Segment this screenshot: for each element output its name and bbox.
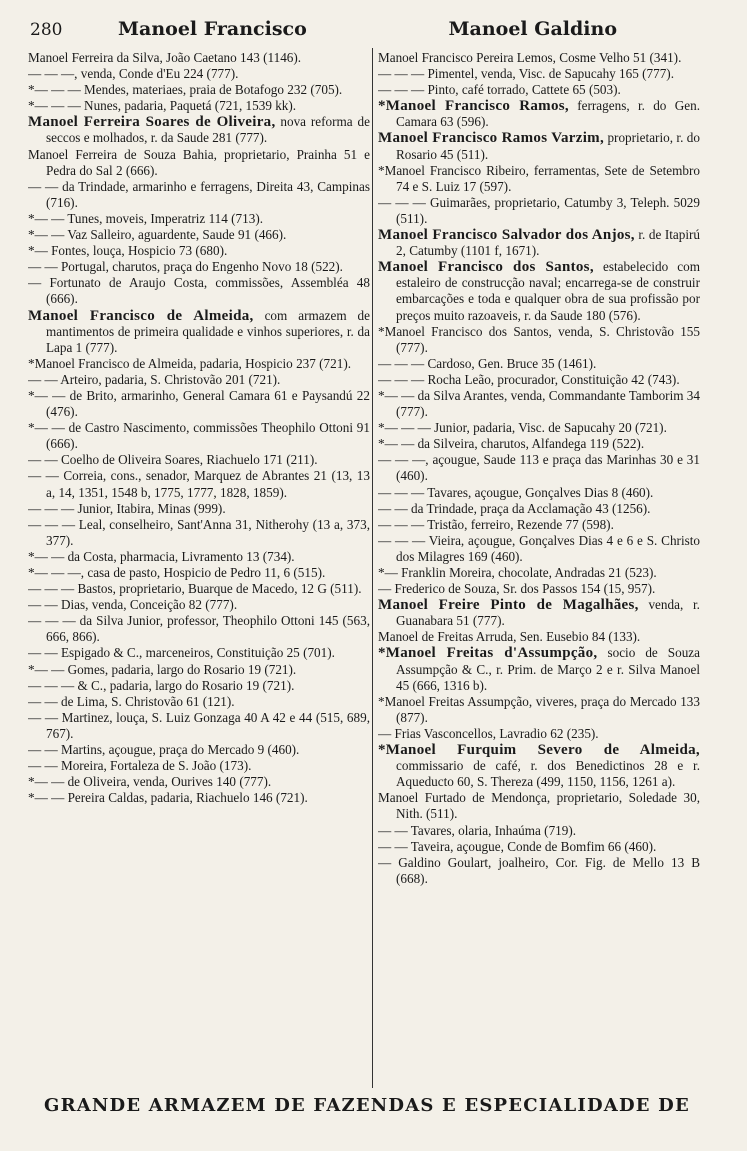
- entry-text: socio de Souza Assumpção & C., r. Prim. de Março 2 e r. Silva Manoel 45 (666, 1316 b).: [396, 645, 700, 693]
- entry-text: *— — da Silveira, charutos, Alfandega 119 (522).: [378, 436, 645, 452]
- entry-text: *— — da Costa, pharmacia, Livramento 13 (734).: [28, 548, 295, 564]
- directory-entry: [378, 259, 700, 323]
- entry-text: r. de Itapirú 2, Catumby (1101 f, 1671).: [396, 227, 700, 259]
- entry-text: — — Tavares, olaria, Inhaúma (719).: [378, 822, 577, 838]
- directory-entry: [28, 308, 370, 356]
- entry-text: — — Portugal, charutos, praça do Engenho Novo 18 (522).: [28, 259, 343, 275]
- directory-entry: [28, 98, 370, 114]
- directory-entry: [378, 66, 700, 82]
- entry-text: — — Dias, venda, Conceição 82 (777).: [28, 597, 238, 613]
- directory-entry: [378, 790, 700, 822]
- directory-entry: [378, 82, 700, 98]
- entry-text: estabelecido com estaleiro de construcção naval; encarrega-se de construir embarcações e toda e qualquer obra de sua profissão por preços muito razoaveis, r. da Saude 180 (576).: [396, 259, 700, 323]
- directory-entry: [28, 613, 370, 645]
- entry-text: — — — Pinto, café torrado, Cattete 65 (503).: [378, 82, 621, 98]
- directory-entry: [28, 468, 370, 500]
- entry-text: *— — —, casa de pasto, Hospicio de Pedro 11, 6 (515).: [28, 565, 326, 580]
- directory-entry: [28, 549, 370, 565]
- entry-text: — — — Junior, Itabira, Minas (999).: [28, 500, 226, 516]
- directory-entry: [28, 259, 370, 275]
- entry-text: — — — da Silva Junior, professor, Theophilo Ottoni 145 (563, 666, 866).: [28, 613, 370, 645]
- entry-text: *Manoel Freitas Assumpção, viveres, praça do Mercado 133 (877).: [378, 693, 700, 725]
- directory-entry: [378, 517, 700, 533]
- entry-name-bold: Manoel Francisco Ramos Varzim,: [378, 130, 605, 147]
- directory-entry: [28, 66, 370, 82]
- directory-entry: [378, 839, 700, 855]
- directory-entry: [378, 195, 700, 227]
- directory-entry: [28, 452, 370, 468]
- entry-text: — — da Trindade, praça da Acclamação 43 (1256).: [378, 500, 651, 516]
- entry-text: *— — de Brito, armarinho, General Camara 61 e Paysandú 22 (476).: [28, 387, 370, 420]
- entry-name-bold: Manoel Freire Pinto de Magalhães,: [378, 597, 639, 614]
- directory-entry: [378, 645, 700, 693]
- directory-entry: [378, 581, 700, 597]
- entry-text: venda, r. Guanabara 51 (777).: [396, 597, 700, 629]
- entry-name-bold: *Manoel Furquim Severo de Almeida,: [378, 742, 700, 759]
- directory-entry: [378, 50, 700, 66]
- directory-entry: [378, 130, 700, 162]
- entry-text: — — Espigado & C., marceneiros, Constituição 25 (701).: [28, 645, 335, 661]
- directory-entry: [28, 565, 370, 581]
- entry-text: — — —, venda, Conde d'Eu 224 (777).: [28, 66, 239, 82]
- directory-entry: [28, 597, 370, 613]
- entry-text: — Fortunato de Araujo Costa, commissões, Assembléa 48 (666).: [28, 275, 370, 307]
- directory-entry: [28, 82, 370, 98]
- entry-text: Manoel Ferreira da Silva, João Caetano 143 (1146).: [28, 50, 302, 65]
- entry-text: — — — & C., padaria, largo do Rosario 19 (721).: [28, 677, 295, 693]
- entry-text: *— — da Silva Arantes, venda, Commandante Tamborim 34 (777).: [378, 387, 700, 420]
- directory-entry: [28, 645, 370, 661]
- entry-text: *— Franklin Moreira, chocolate, Andradas 21 (523).: [378, 565, 657, 580]
- entry-text: *— — Vaz Salleiro, aguardente, Saude 91 (466).: [28, 227, 287, 243]
- footer-banner: GRANDE ARMAZEM DE FAZENDAS E ESPECIALIDADE DE: [44, 1095, 690, 1116]
- directory-entry: [378, 501, 700, 517]
- entry-text: Manoel Francisco Pereira Lemos, Cosme Velho 51 (341).: [378, 50, 682, 65]
- entry-text: commissario de café, r. dos Benedictinos 28 e r. Aqueducto 60, S. Thereza (499, 1150, 1156, 1261 a).: [396, 758, 700, 790]
- page-number: 280: [30, 20, 63, 40]
- entry-text: *— — — Mendes, materiaes, praia de Botafogo 232 (705).: [28, 82, 343, 98]
- entry-text: com armazem de mantimentos de primeira qualidade e vinhos superiores, r. da Lapa 1 (777).: [46, 307, 370, 355]
- directory-entry: [378, 485, 700, 501]
- directory-entry: [378, 726, 700, 742]
- directory-entry: [28, 420, 370, 452]
- directory-entry: [378, 694, 700, 726]
- entry-text: — — da Trindade, armarinho e ferragens, Direita 43, Campinas (716).: [28, 178, 370, 210]
- entry-text: — — Correia, cons., senador, Marquez de Abrantes 21 (13, 13 a, 14, 1351, 1548 b, 1775, 1777, 1828, 1859).: [28, 468, 370, 500]
- entry-text: *— — de Oliveira, venda, Ourives 140 (777).: [28, 774, 272, 790]
- entry-name-bold: Manoel Francisco de Almeida,: [28, 307, 254, 324]
- entry-text: — — — Pimentel, venda, Visc. de Sapucahy 165 (777).: [378, 66, 674, 82]
- directory-entry: [28, 356, 370, 372]
- directory-entry: [28, 372, 370, 388]
- entry-text: *Manoel Francisco Ribeiro, ferramentas, Sete de Setembro 74 e S. Luiz 17 (597).: [378, 162, 700, 194]
- entry-text: — — Moreira, Fortaleza de S. João (173).: [28, 758, 252, 774]
- entry-text: *— — — Junior, padaria, Visc. de Sapucahy 20 (721).: [378, 420, 667, 436]
- entry-text: — — Taveira, açougue, Conde de Bomfim 66 (460).: [378, 838, 657, 854]
- entry-text: — — — Rocha Leão, procurador, Constituição 42 (743).: [378, 371, 680, 387]
- entry-text: *Manoel Francisco de Almeida, padaria, Hospicio 237 (721).: [28, 355, 352, 371]
- entry-text: — — Martins, açougue, praça do Mercado 9 (460).: [28, 742, 300, 758]
- entry-text: — Galdino Goulart, joalheiro, Cor. Fig. de Mello 13 B (668).: [378, 854, 700, 886]
- directory-entry: [378, 420, 700, 436]
- entry-text: — — — Guimarães, proprietario, Catumby 3, Teleph. 5029 (511).: [378, 194, 700, 226]
- entry-text: — — — Cardoso, Gen. Bruce 35 (1461).: [378, 355, 597, 371]
- directory-entry: [378, 533, 700, 565]
- directory-entry: [28, 790, 370, 806]
- entry-name-bold: Manoel Francisco dos Santos,: [378, 259, 594, 276]
- entry-text: Manoel Ferreira de Souza Bahia, proprietario, Prainha 51 e Pedra do Sal 2 (666).: [28, 146, 370, 178]
- directory-entry: [28, 501, 370, 517]
- directory-entry: [28, 388, 370, 420]
- left-column: [28, 50, 370, 1085]
- entry-text: *— — Tunes, moveis, Imperatriz 114 (713).: [28, 210, 264, 226]
- directory-entry: [378, 452, 700, 484]
- entry-text: Manoel Furtado de Mendonça, proprietario, Soledade 30, Nith. (511).: [378, 790, 700, 822]
- entry-name-bold: *Manoel Freitas d'Assumpção,: [378, 645, 598, 662]
- directory-entry: [28, 678, 370, 694]
- entry-name-bold: *Manoel Francisco Ramos,: [378, 98, 569, 115]
- page-header: [30, 18, 717, 46]
- directory-entry: [378, 227, 700, 259]
- directory-entry: [28, 243, 370, 259]
- entry-text: — — Coelho de Oliveira Soares, Riachuelo 171 (211).: [28, 452, 318, 468]
- directory-entry: [378, 742, 700, 790]
- directory-entry: [378, 629, 700, 645]
- directory-entry: [378, 98, 700, 130]
- directory-entry: [378, 324, 700, 356]
- entry-text: *Manoel Francisco dos Santos, venda, S. Christovão 155 (777).: [378, 323, 700, 355]
- entry-text: — Frederico de Souza, Sr. dos Passos 154 (15, 957).: [378, 581, 656, 597]
- directory-entry: [378, 356, 700, 372]
- directory-entry: [28, 275, 370, 307]
- directory-entry: [28, 758, 370, 774]
- right-running-head: Manoel Galdino: [448, 18, 617, 40]
- directory-entry: [28, 742, 370, 758]
- entry-text: — — —, açougue, Saude 113 e praça das Marinhas 30 e 31 (460).: [378, 452, 700, 484]
- entry-text: *— Fontes, louça, Hospicio 73 (680).: [28, 243, 228, 259]
- entry-name-bold: Manoel Francisco Salvador dos Anjos,: [378, 227, 635, 244]
- directory-entry: [28, 710, 370, 742]
- entry-text: — — de Lima, S. Christovão 61 (121).: [28, 693, 235, 709]
- directory-entry: [378, 823, 700, 839]
- directory-entry: [28, 114, 370, 146]
- directory-entry: [28, 211, 370, 227]
- directory-entry: [378, 388, 700, 420]
- entry-text: nova reforma de seccos e molhados, r. da Saude 281 (777).: [46, 114, 370, 146]
- directory-entry: [378, 597, 700, 629]
- directory-entry: [28, 147, 370, 179]
- entry-text: *— — — Nunes, padaria, Paquetá (721, 1539 kk).: [28, 98, 297, 114]
- entry-name-bold: Manoel Ferreira Soares de Oliveira,: [28, 114, 276, 131]
- directory-entry: [378, 372, 700, 388]
- entry-text: *— — Gomes, padaria, largo do Rosario 19 (721).: [28, 661, 297, 677]
- entry-text: — — — Bastos, proprietario, Buarque de Macedo, 12 G (511).: [28, 581, 362, 597]
- entry-text: — — — Tristão, ferreiro, Rezende 77 (598).: [378, 516, 614, 532]
- entry-text: — — Arteiro, padaria, S. Christovão 201 (721).: [28, 371, 281, 387]
- column-divider: [372, 48, 373, 1088]
- right-column: [378, 50, 700, 1085]
- directory-entry: [378, 855, 700, 887]
- directory-entry: [28, 227, 370, 243]
- entry-text: — — — Vieira, açougue, Gonçalves Dias 4 e 6 e S. Christo dos Milagres 169 (460).: [378, 532, 700, 564]
- left-running-head: Manoel Francisco: [118, 18, 307, 40]
- entry-text: *— — Pereira Caldas, padaria, Riachuelo 146 (721).: [28, 790, 308, 806]
- directory-entry: [378, 436, 700, 452]
- directory-entry: [28, 581, 370, 597]
- entry-text: *— — de Castro Nascimento, commissões Theophilo Ottoni 91 (666).: [28, 420, 370, 452]
- directory-entry: [28, 694, 370, 710]
- directory-entry: [28, 517, 370, 549]
- entry-text: — — — Leal, conselheiro, Sant'Anna 31, Nitherohy (13 a, 373, 377).: [28, 516, 370, 548]
- directory-entry: [28, 662, 370, 678]
- directory-entry: [28, 50, 370, 66]
- directory-entry: [378, 565, 700, 581]
- directory-entry: [378, 163, 700, 195]
- entry-text: Manoel de Freitas Arruda, Sen. Eusebio 84 (133).: [378, 629, 641, 645]
- directory-entry: [28, 774, 370, 790]
- directory-entry: [28, 179, 370, 211]
- entry-text: proprietario, r. do Rosario 45 (511).: [396, 130, 700, 162]
- entry-text: — — — Tavares, açougue, Gonçalves Dias 8 (460).: [378, 484, 654, 500]
- entry-text: ferragens, r. do Gen. Camara 63 (596).: [396, 98, 700, 130]
- entry-text: — Frias Vasconcellos, Lavradio 62 (235).: [378, 725, 599, 741]
- entry-text: — — Martinez, louça, S. Luiz Gonzaga 40 A 42 e 44 (515, 689, 767).: [28, 709, 370, 741]
